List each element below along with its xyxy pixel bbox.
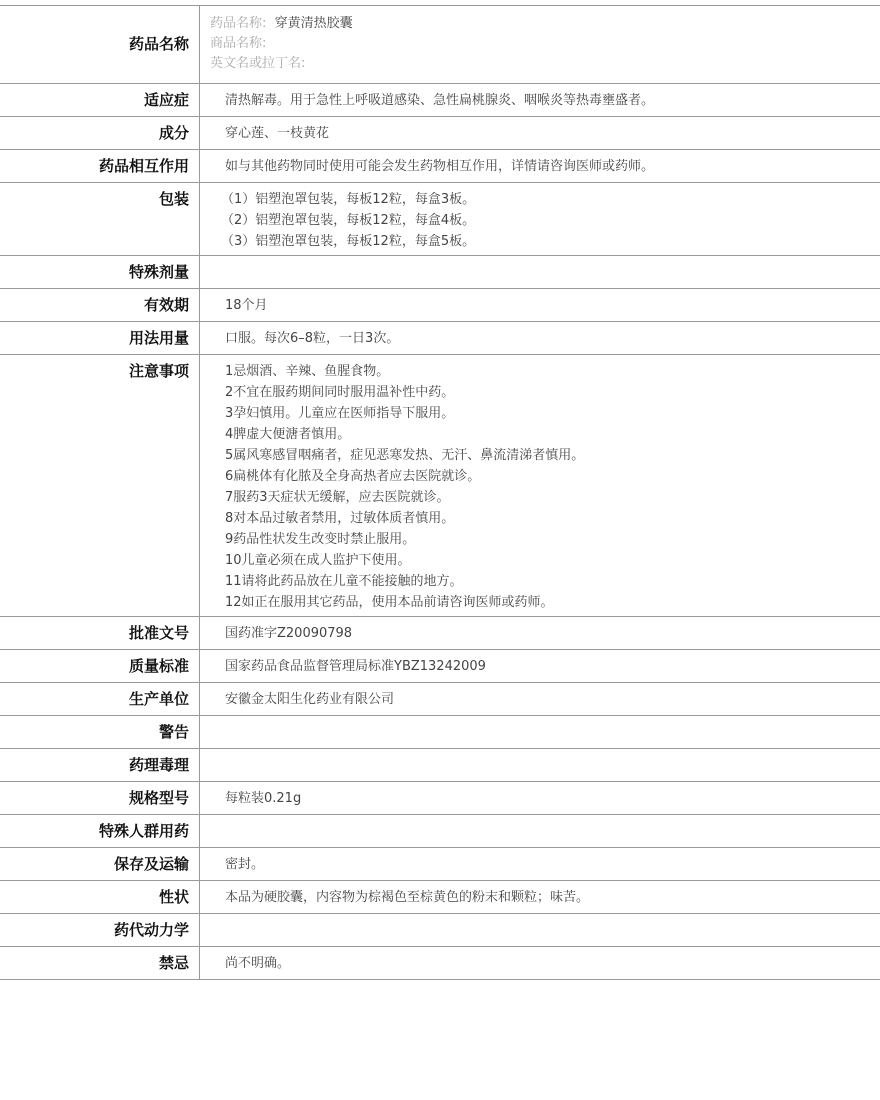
quality-standard-value: 国家药品食品监督管理局标准YBZ13242009 — [225, 659, 486, 674]
contraindications-label: 禁忌 — [0, 947, 200, 979]
ingredients-row — [0, 117, 880, 150]
shelf-life-row — [0, 289, 880, 322]
precaution-item: 12如正在服用其它药品，使用本品前请咨询医师或药师。 — [225, 595, 554, 610]
usage-label: 用法用量 — [0, 322, 200, 354]
shelf-life-value: 18个月 — [225, 298, 268, 313]
special-dosage-label: 特殊剂量 — [0, 256, 200, 288]
generic-name-line — [210, 14, 880, 34]
precaution-item: 8对本品过敏者禁用，过敏体质者慎用。 — [225, 511, 455, 526]
interactions-label: 药品相互作用 — [0, 150, 200, 182]
specification-row — [0, 782, 880, 815]
english-name-label: 英文名或拉丁名: — [210, 56, 306, 71]
toxicology-row — [0, 749, 880, 782]
storage-label: 保存及运输 — [0, 848, 200, 880]
precautions-label: 注意事项 — [0, 355, 200, 616]
precaution-item: 7服药3天症状无缓解，应去医院就诊。 — [225, 490, 450, 505]
warning-label: 警告 — [0, 716, 200, 748]
trade-name-label: 商品名称: — [210, 36, 267, 51]
interactions-value: 如与其他药物同时使用可能会发生药物相互作用，详情请咨询医师或药师。 — [225, 159, 655, 174]
indication-label: 适应症 — [0, 84, 200, 116]
pharmacokinetics-label: 药代动力学 — [0, 914, 200, 946]
drug-name-value — [200, 6, 880, 83]
interactions-row — [0, 150, 880, 183]
toxicology-value — [200, 749, 880, 781]
drug-name-label: 药品名称 — [0, 6, 200, 83]
packaging-item: （3）铝塑泡罩包装，每板12粒，每盒5板。 — [221, 234, 476, 249]
description-value: 本品为硬胶囊，内容物为棕褐色至棕黄色的粉末和颗粒；味苦。 — [225, 890, 590, 905]
toxicology-label: 药理毒理 — [0, 749, 200, 781]
usage-row — [0, 322, 880, 355]
pharmacokinetics-value — [200, 914, 880, 946]
approval-number-value: 国药准字Z20090798 — [225, 626, 353, 641]
precaution-item: 11请将此药品放在儿童不能接触的地方。 — [225, 574, 463, 589]
quality-standard-label: 质量标准 — [0, 650, 200, 682]
contraindications-row — [0, 947, 880, 980]
precautions-value — [200, 355, 880, 616]
warning-row — [0, 716, 880, 749]
precautions-row — [0, 355, 880, 617]
special-population-value — [200, 815, 880, 847]
drug-name-row — [0, 6, 880, 84]
manufacturer-label: 生产单位 — [0, 683, 200, 715]
precaution-item: 10儿童必须在成人监护下使用。 — [225, 553, 411, 568]
precaution-item: 3孕妇慎用。儿童应在医师指导下服用。 — [225, 406, 455, 421]
special-population-label: 特殊人群用药 — [0, 815, 200, 847]
packaging-row — [0, 183, 880, 256]
packaging-item: （2）铝塑泡罩包装，每板12粒，每盒4板。 — [221, 213, 476, 228]
special-population-row — [0, 815, 880, 848]
generic-name: 穿黄清热胶囊 — [274, 16, 353, 31]
storage-value: 密封。 — [225, 857, 265, 872]
contraindications-value: 尚不明确。 — [225, 956, 291, 971]
ingredients-label: 成分 — [0, 117, 200, 149]
drug-info-table — [0, 5, 880, 980]
description-label: 性状 — [0, 881, 200, 913]
precaution-item: 6扁桃体有化脓及全身高热者应去医院就诊。 — [225, 469, 481, 484]
precaution-item: 4脾虚大便溏者慎用。 — [225, 427, 351, 442]
precaution-item: 1忌烟酒、辛辣、鱼腥食物。 — [225, 364, 390, 379]
shelf-life-label: 有效期 — [0, 289, 200, 321]
description-row — [0, 881, 880, 914]
packaging-value — [200, 183, 880, 255]
quality-standard-row — [0, 650, 880, 683]
generic-name-label: 药品名称: — [210, 16, 267, 31]
special-dosage-value — [200, 256, 880, 288]
manufacturer-row — [0, 683, 880, 716]
indication-value: 清热解毒。用于急性上呼吸道感染、急性扁桃腺炎、咽喉炎等热毒壅盛者。 — [225, 93, 655, 108]
indication-row — [0, 84, 880, 117]
ingredients-value: 穿心莲、一枝黄花 — [225, 126, 330, 141]
storage-row — [0, 848, 880, 881]
precaution-item: 2不宜在服药期间同时服用温补性中药。 — [225, 385, 455, 400]
approval-number-label: 批准文号 — [0, 617, 200, 649]
packaging-label: 包装 — [0, 183, 200, 255]
manufacturer-value: 安徽金太阳生化药业有限公司 — [225, 692, 395, 707]
pharmacokinetics-row — [0, 914, 880, 947]
specification-label: 规格型号 — [0, 782, 200, 814]
special-dosage-row — [0, 256, 880, 289]
approval-number-row — [0, 617, 880, 650]
specification-value: 每粒装0.21g — [225, 791, 302, 806]
usage-value: 口服。每次6–8粒，一日3次。 — [225, 331, 400, 346]
packaging-item: （1）铝塑泡罩包装，每板12粒，每盒3板。 — [221, 192, 476, 207]
precaution-item: 5属风寒感冒咽痛者，症见恶寒发热、无汗、鼻流清涕者慎用。 — [225, 448, 585, 463]
precaution-item: 9药品性状发生改变时禁止服用。 — [225, 532, 416, 547]
warning-value — [200, 716, 880, 748]
